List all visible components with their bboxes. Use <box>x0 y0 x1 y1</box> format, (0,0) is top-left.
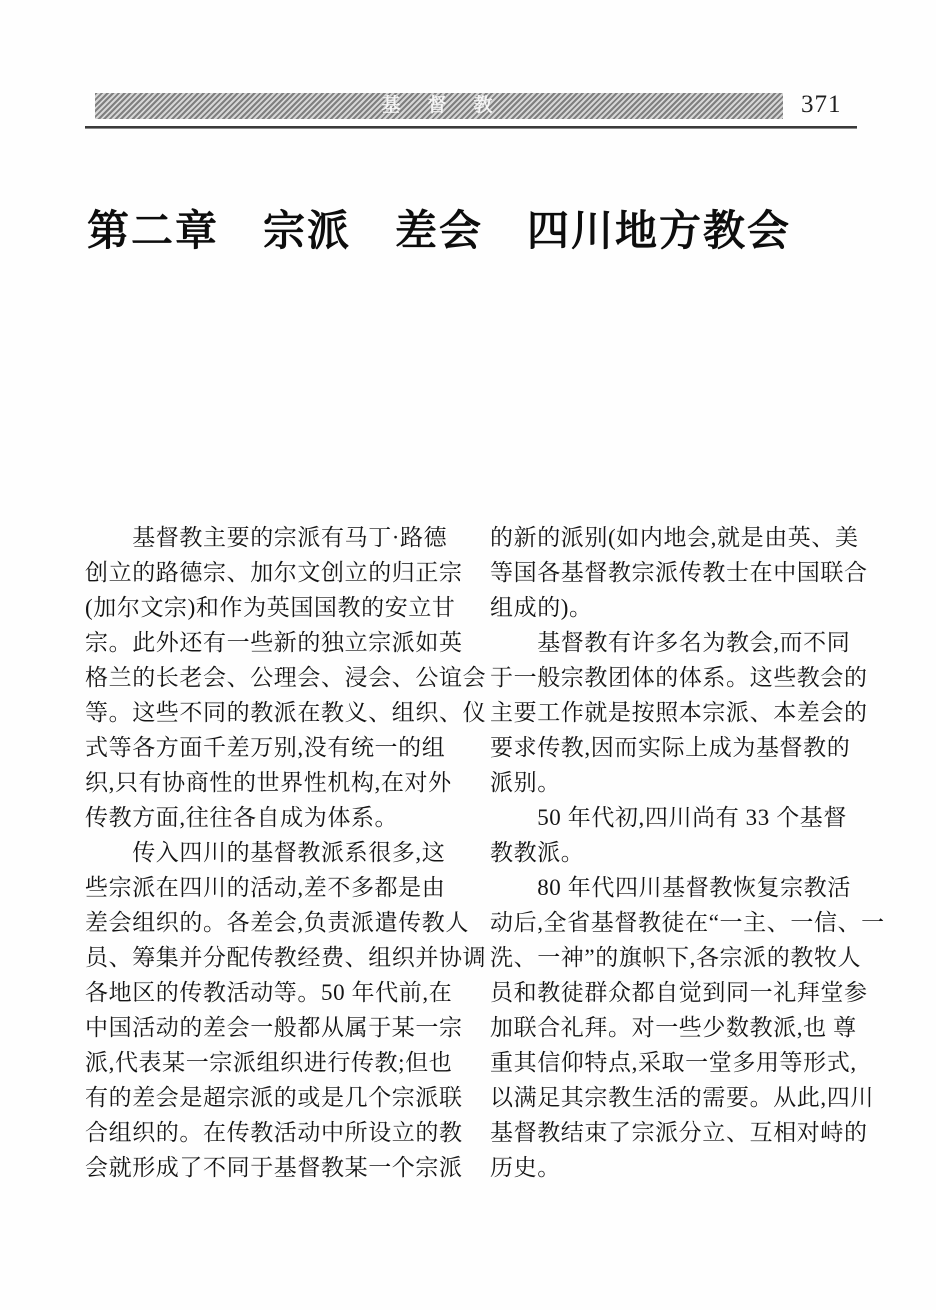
text-line: 基督教主要的宗派有马丁·路德 <box>85 525 448 550</box>
text-line: 派别。 <box>490 770 561 795</box>
text-line: 员和教徒群众都自觉到同一礼拜堂参 <box>490 980 868 1005</box>
text-line: 员、筹集并分配传教经费、组织并协调 <box>85 945 487 970</box>
text-line: 组成的)。 <box>490 595 593 620</box>
text-line: 传入四川的基督教派系很多,这 <box>85 840 446 865</box>
text-line: 重其信仰特点,采取一堂多用等形式, <box>490 1050 857 1075</box>
text-line: 基督教结束了宗派分立、互相对峙的 <box>490 1120 868 1145</box>
text-line: 动后,全省基督教徒在“一主、一信、一 <box>490 910 885 935</box>
text-line: 式等各方面千差万别,没有统一的组 <box>85 735 446 760</box>
text-line: 于一般宗教团体的体系。这些教会的 <box>490 665 868 690</box>
text-line: 等国各基督教宗派传教士在中国联合 <box>490 560 868 585</box>
text-line: 有的差会是超宗派的或是几个宗派联 <box>85 1085 463 1110</box>
text-line: 中国活动的差会一般都从属于某一宗 <box>85 1015 463 1040</box>
text-line: 基督教有许多名为教会,而不同 <box>490 630 851 655</box>
text-line: 创立的路德宗、加尔文创立的归正宗 <box>85 560 463 585</box>
text-line: 加联合礼拜。对一些少数教派,也 尊 <box>490 1015 857 1040</box>
text-line: 各地区的传教活动等。50 年代前,在 <box>85 980 453 1005</box>
text-line: 等。这些不同的教派在教义、组织、仪 <box>85 700 487 725</box>
text-line: 差会组织的。各差会,负责派遣传教人 <box>85 910 469 935</box>
text-line: 教教派。 <box>490 840 585 865</box>
text-line: 派,代表某一宗派组织进行传教;但也 <box>85 1050 453 1075</box>
text-line: (加尔文宗)和作为英国国教的安立甘 <box>85 595 456 620</box>
text-line: 宗。此外还有一些新的独立宗派如英 <box>85 630 463 655</box>
text-line: 50 年代初,四川尚有 33 个基督 <box>490 805 847 830</box>
page-number: 371 <box>801 91 842 118</box>
running-head-title: 基 督 教 <box>381 95 497 116</box>
chapter-title: 第二章 宗派 差会 四川地方教会 <box>87 207 792 254</box>
text-line: 80 年代四川基督教恢复宗教活 <box>490 875 851 900</box>
text-line: 传教方面,往往各自成为体系。 <box>85 805 399 830</box>
text-line: 会就形成了不同于基督教某一个宗派 <box>85 1155 463 1180</box>
text-line: 要求传教,因而实际上成为基督教的 <box>490 735 851 760</box>
text-line: 洗、一神”的旗帜下,各宗派的教牧人 <box>490 945 862 970</box>
text-line: 历史。 <box>490 1155 561 1180</box>
text-line: 织,只有协商性的世界性机构,在对外 <box>85 770 452 795</box>
text-line: 些宗派在四川的活动,差不多都是由 <box>85 875 446 900</box>
text-line: 主要工作就是按照本宗派、本差会的 <box>490 700 868 725</box>
left-column <box>85 520 487 1185</box>
header-rule <box>85 126 857 129</box>
right-column <box>490 520 885 1185</box>
text-line: 以满足其宗教生活的需要。从此,四川 <box>490 1085 874 1110</box>
text-line: 合组织的。在传教活动中所设立的教 <box>85 1120 463 1145</box>
text-line: 的新的派别(如内地会,就是由英、美 <box>490 525 859 550</box>
running-head-band <box>95 93 783 119</box>
text-line: 格兰的长老会、公理会、浸会、公谊会 <box>85 665 487 690</box>
